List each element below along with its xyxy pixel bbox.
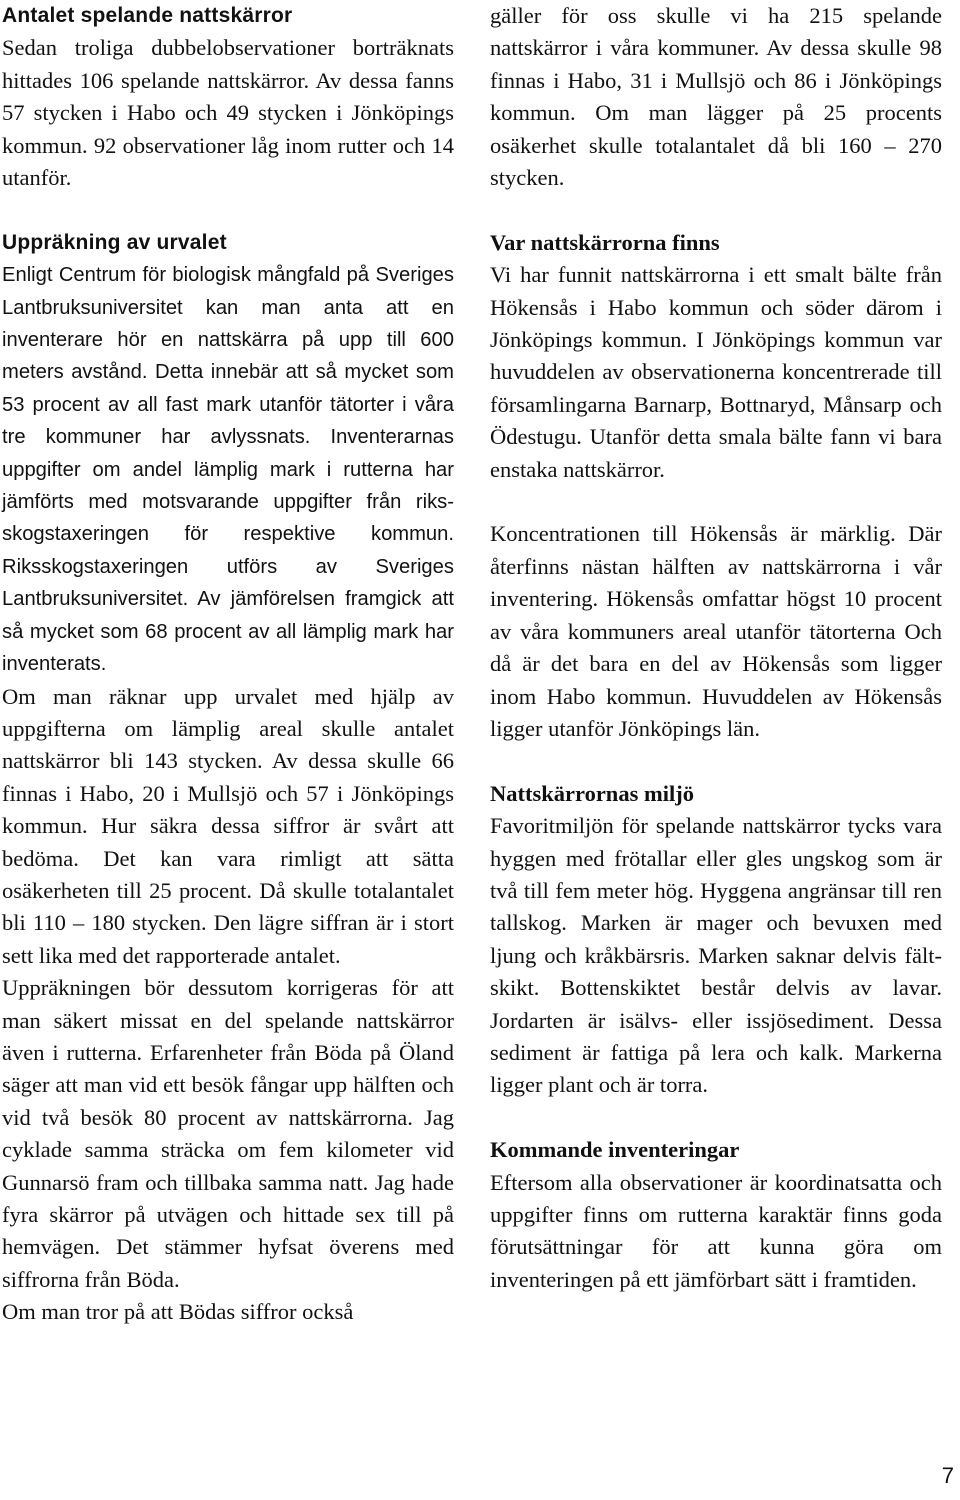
section-heading-kommande: Kommande inventeringar [490,1137,740,1163]
paragraph-koncentrationen: Koncentrationen till Hökensås är märklig. Där återfinns nästan hälften av nattskärrorna i vår inventering. Hökensås omfattar högst 10 procent av våra kommuners areal utanför tätorterna Och då är det bara en del av Hökensås som ligger inom Habo kommun. Huvuddelen av Hökensås ligger utanför Jönköpings län. [490,521,942,741]
section-heading-var-finns: Var nattskärrorna finns [490,229,720,255]
section-continuation [490,0,942,194]
section-kommande [490,1134,942,1296]
left-column [2,0,454,1329]
section-var-finns [490,227,942,486]
section-heading-miljo: Nattskärrornas miljö [490,780,694,806]
paragraph-continuation: gäller för oss skulle vi ha 215 spelande nattskärror i våra kommuner. Av dessa skulle 98 finnas i Habo, 31 i Mullsjö och 86 i Jönköpings kommun. Om man lägger på 25 procents osäkerhet skulle totalantalet då bli 160 – 270 stycken. [490,3,942,191]
paragraph-miljo: Favoritmiljön för spelande nattskärror tycks vara hyggen med frötallar eller gles ungskog som är två till fem meter hög. Hyggena angränsar till ren tallskog. Marken är mager och bevuxen med ljung och kråkbärsris. Marken saknar delvis fältskikt. Bottenskiktet består delvis av lavar. Jordarten är isälvs- eller issjösediment. Dessa sediment är fattiga på lera och kalk. Markerna ligger plant och är torra. [490,813,942,1098]
section-heading-upprakning: Uppräkning av urvalet [2,230,227,254]
paragraph-upprakning-1: Enligt Centrum för biologisk mångfald på Sveriges Lantbruksuniversitet kan man anta att en inventerare hör en nattskärra på upp till 600 meters avstånd. Detta innebär att så mycket som 53 procent av all fast mark utanför tätorter i våra tre kommuner har avlyssnats. Inventerarnas uppgifter om andel lämplig mark i rutterna har jämförts med motsvarande uppgifter från riksskogstaxeringen för respektive kommun. Riksskogstaxeringen utförs av Sveriges Lantbruksuniversitet. Av jämförelsen framgick att så mycket som 68 procent av all lämplig mark har inventerats. [2,264,454,676]
paragraph-upprakning-3: Uppräkningen bör dessutom korrigeras för att man säkert missat en del spelande nattskärror även i rutterna. Erfarenheter från Böda på Öland säger att man vid ett besök fångar upp hälften och vid två besök 80 procent av nattskärrorna. Jag cyklade samma sträcka om fem kilometer vid Gunnarsö fram och tillbaka samma natt. Jag hade fyra skärror på utvägen och hittade sex till på hemvägen. Det stämmer hyfsat överens med siffrorna från Böda. [2,975,454,1292]
right-column [490,0,942,1296]
section-antalet [2,0,454,194]
paragraph-var-finns: Vi har funnit nattskärrorna i ett smalt bälte från Hökensås i Habo kommun och söder därom i Jönköpings kommun. I Jönköpings kommun var huvuddelen av observationerna koncentrerade till församlingarna Barnarp, Bottnaryd, Månsarp och Ödestugu. Utanför detta smala bälte fann vi bara enstaka nattskärror. [490,262,942,482]
paragraph-upprakning-4: Om man tror på att Bödas siffror också [2,1299,354,1325]
paragraph-kommande: Eftersom alla observationer är koordinatsatta och uppgifter finns om rutterna karaktär finns goda förutsättningar för att kunna göra om inventeringen på ett jämförbart sätt i framtiden. [490,1169,942,1292]
section-upprakning [2,227,454,1329]
section-koncentrationen [490,518,942,745]
paragraph-upprakning-2: Om man räknar upp urvalet med hjälp av uppgifterna om lämplig areal skulle antalet nattskärror bli 143 stycken. Av dessa skulle 66 finnas i Habo, 20 i Mullsjö och 57 i Jönköpings kommun. Hur säkra dessa siffror är svårt att bedöma. Det kan vara rimligt att sätta osäkerheten till 25 procent. Då skulle totalantalet bli 110 – 180 stycken. Den lägre siffran är i stort sett lika med det rapporterade antalet. [2,683,454,968]
paragraph-antalet: Sedan troliga dubbelobservationer borträknats hittades 106 spelande nattskärror. Av dessa fanns 57 stycken i Habo och 49 stycken i Jönköpings kommun. 92 observationer låg inom rutter och 14 utanför. [2,35,454,191]
section-heading-antalet: Antalet spelande nattskärror [2,4,293,27]
section-miljo [490,778,942,1102]
page-number: 7 [941,1463,954,1488]
